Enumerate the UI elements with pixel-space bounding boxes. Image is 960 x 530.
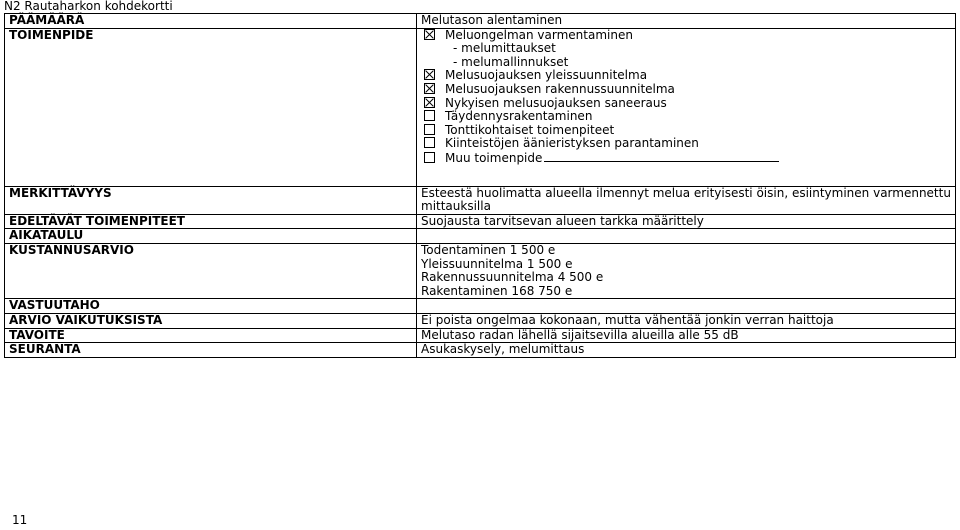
checked-box-icon: [424, 69, 435, 80]
measure-item: [421, 151, 951, 166]
measure-item-label: Melusuojauksen rakennussuunnitelma: [445, 81, 675, 96]
label-tavoite: TAVOITE: [5, 328, 417, 343]
unchecked-box-icon: [424, 110, 435, 121]
measure-item-label: Täydennysrakentaminen: [445, 109, 593, 124]
measure-item-label: Nykyisen melusuojauksen saneeraus: [445, 95, 667, 110]
unchecked-box-icon: [424, 152, 435, 163]
label-toimenpide: TOIMENPIDE: [5, 28, 417, 186]
measure-item-label: Kiinteistöjen äänieristyksen parantaminen: [445, 136, 699, 151]
measure-subitem: - melumallinnukset: [453, 54, 569, 69]
cost-line: Todentaminen 1 500 e: [421, 242, 556, 257]
row-merkittavyys: [5, 186, 956, 214]
value-tavoite: Melutaso radan lähellä sijaitsevilla alueilla alle 55 dB: [417, 328, 956, 343]
row-aikataulu: [5, 229, 956, 244]
measure-item-label: Melusuojauksen yleissuunnitelma: [445, 68, 648, 83]
fill-in-line: [544, 151, 779, 162]
value-vastuutaho: [417, 299, 956, 314]
unchecked-box-icon: [424, 124, 435, 135]
measure-item-label: Meluongelman varmentaminen: [445, 27, 633, 42]
page-number: 11: [12, 513, 28, 527]
label-vastuutaho: VASTUUTAHO: [5, 299, 417, 314]
measure-item: [421, 97, 951, 111]
row-vastuutaho: [5, 299, 956, 314]
cost-line: Rakentaminen 168 750 e: [421, 283, 573, 298]
label-aikataulu: AIKATAULU: [5, 229, 417, 244]
row-seuranta: [5, 343, 956, 358]
label-kustannusarvio: KUSTANNUSARVIO: [5, 243, 417, 298]
label-edeltavat: EDELTÄVÄT TOIMENPITEET: [5, 214, 417, 229]
row-tavoite: [5, 328, 956, 343]
value-arvio: Ei poista ongelmaa kokonaan, mutta vähentää jonkin verran haittoja: [417, 313, 956, 328]
value-kustannusarvio: [417, 243, 956, 298]
cost-line: Rakennussuunnitelma 4 500 e: [421, 270, 604, 285]
label-merkittavyys: MERKITTÄVYYS: [5, 186, 417, 214]
value-edeltavat: Suojausta tarvitsevan alueen tarkka määrittely: [417, 214, 956, 229]
measure-item: [421, 110, 951, 124]
target-card-table: [4, 13, 956, 358]
measure-item: [421, 124, 951, 138]
measure-item: [421, 137, 951, 151]
row-kustannusarvio: [5, 243, 956, 298]
label-arvio: ARVIO VAIKUTUKSISTA: [5, 313, 417, 328]
label-paamaara: PÄÄMÄÄRÄ: [5, 14, 417, 29]
unchecked-box-icon: [424, 137, 435, 148]
measure-subitem: - melumittaukset: [453, 41, 556, 56]
value-toimenpide: [417, 28, 956, 186]
measure-item-label: Tonttikohtaiset toimenpiteet: [445, 122, 615, 137]
value-merkittavyys: Esteestä huolimatta alueella ilmennyt melua erityisesti öisin, esiintyminen varmennettu mittauksilla: [417, 186, 956, 214]
document-title: N2 Rautaharkon kohdekortti: [4, 0, 173, 13]
value-seuranta: Asukaskysely, melumittaus: [417, 343, 956, 358]
checked-box-icon: [424, 29, 435, 40]
row-paamaara: [5, 14, 956, 29]
row-edeltavat: [5, 214, 956, 229]
cost-line: Yleissuunnitelma 1 500 e: [421, 256, 573, 271]
value-paamaara: Melutason alentaminen: [417, 14, 956, 29]
row-arvio: [5, 313, 956, 328]
label-seuranta: SEURANTA: [5, 343, 417, 358]
measure-item-label: Muu toimenpide: [445, 150, 543, 165]
checked-box-icon: [424, 97, 435, 108]
checked-box-icon: [424, 83, 435, 94]
value-aikataulu: [417, 229, 956, 244]
measure-item: [421, 69, 951, 83]
measure-item: [421, 83, 951, 97]
measure-item: [421, 29, 951, 43]
row-toimenpide: [5, 28, 956, 186]
